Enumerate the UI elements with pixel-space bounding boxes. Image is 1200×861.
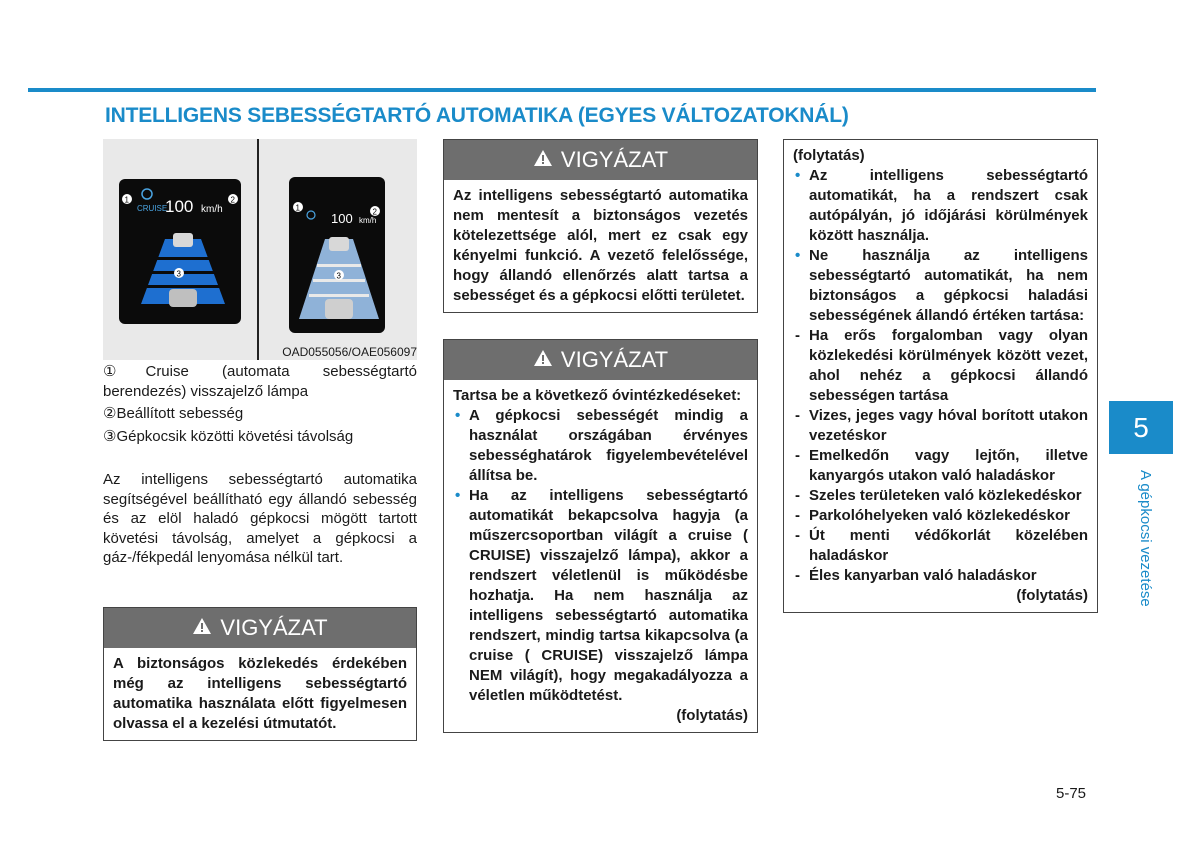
figure-divider: [257, 139, 259, 360]
legend-text: Cruise (automata sebességtartó berendezés) visszajelző lámpa: [103, 363, 417, 400]
right-speed-unit: km/h: [359, 216, 377, 225]
legend-marker: ③: [103, 428, 117, 445]
condition-item: - Ha erős forgalomban vagy olyan közlekedési körülmények között vezet, ahol nehéz a gépkocsi állandó sebességen tartása: [793, 326, 1088, 406]
condition-item: - Szeles területeken való közlekedéskor: [793, 486, 1088, 506]
right-speed-value: 100: [331, 211, 353, 226]
warning-label: VIGYÁZAT: [220, 615, 328, 640]
condition-item: - Emelkedőn vagy lejtőn, illetve kanyargós utakon való haladáskor: [793, 446, 1088, 486]
svg-text:1: 1: [295, 203, 300, 213]
chapter-tab: 5: [1109, 401, 1173, 454]
continued-label: (folytatás): [676, 707, 748, 724]
svg-text:CRUISE: CRUISE: [137, 204, 168, 213]
warning-triangle-icon: [192, 615, 212, 641]
legend-marker: ②: [103, 405, 117, 422]
warning-triangle-icon: [533, 147, 553, 173]
left-speed-value: 100: [165, 197, 194, 216]
svg-text:1: 1: [124, 195, 129, 205]
left-speed-unit: km/h: [201, 204, 223, 215]
intro-paragraph: Az intelligens sebességtartó automatika segítségével beállítható egy állandó sebesség és az elöl haladó gépkocsi mögött tartott követési távolság, amelyet a gépkocsi a gáz-/fékpedál lenyomása nélkül tart.: [103, 471, 417, 566]
warning-header: [104, 608, 416, 648]
condition-list: [793, 326, 1088, 586]
continued-head: (folytatás): [793, 147, 865, 164]
warning-bullets: [453, 406, 748, 706]
legend-marker: ①: [103, 363, 146, 380]
top-rule: [28, 88, 1096, 92]
warning-label: VIGYÁZAT: [560, 147, 669, 172]
warning-bullet: • A gépkocsi sebességét mindig a használat országában érvényes sebességhatárok figyelembevételével állítsa be.: [453, 406, 748, 486]
legend-text: Beállított sebesség: [116, 405, 244, 422]
warning-box-3: [443, 339, 758, 733]
own-car-right: [325, 299, 353, 319]
condition-item: - Parkolóhelyeken való közlekedéskor: [793, 506, 1088, 526]
warning-triangle-icon: [533, 347, 553, 373]
legend-item-3: [103, 427, 417, 447]
svg-text:2: 2: [230, 195, 235, 205]
legend-item-2: [103, 404, 417, 424]
page-number: 5-75: [1056, 785, 1087, 802]
own-car-left: [169, 289, 197, 307]
condition-item: - Út menti védőkorlát közelében haladáskor: [793, 526, 1088, 566]
warning-bullet: • Az intelligens sebességtartó automatikát, ha a rendszert csak autópályán, jó időjárási körülmények között használja.: [793, 166, 1088, 246]
lead-car-right: [329, 237, 349, 251]
continued-label: (folytatás): [1016, 587, 1088, 604]
warning-bullet: • Ne használja az intelligens sebességtartó automatikát, ha nem biztonságos a gépkocsi haladási sebességének állandó értéken tartása:: [793, 246, 1088, 326]
svg-text:3: 3: [176, 269, 181, 279]
warning-box-1: [103, 607, 417, 741]
condition-item: - Vizes, jeges vagy hóval borított utakon vezetéskor: [793, 406, 1088, 446]
svg-text:2: 2: [372, 207, 377, 217]
warning-body: [784, 140, 1097, 612]
warning-intro: Tartsa be a következő óvintézkedéseket:: [453, 387, 742, 404]
warning-body: [444, 380, 757, 732]
condition-item: - Éles kanyarban való haladáskor: [793, 566, 1088, 586]
warning-bullet: • Ha az intelligens sebességtartó automatikát bekapcsolva hagyja (a műszercsoportban világít a cruise ( CRUISE) visszajelző lámpa), akkor a rendszert véletlenül is működésbe hozhatja. Ha nem használja az intelligens sebességtartó automatika rendszert, mindig tartsa kikapcsolva (a cruise ( CRUISE) visszajelző lámpa NEM világít), hogy megakadályozza a véletlen működtetést.: [453, 486, 748, 706]
legend-text: Gépkocsik közötti követési távolság: [116, 428, 354, 445]
cluster-figure: [103, 139, 417, 360]
svg-text:3: 3: [336, 271, 341, 281]
warning-box-4: [783, 139, 1098, 613]
legend-item-1: [103, 362, 417, 402]
warning-header: [444, 340, 757, 380]
chapter-label: A gépkocsi vezetése: [1137, 470, 1154, 607]
warning-label: VIGYÁZAT: [560, 347, 669, 372]
warning-text: A biztonságos közlekedés érdekében még az intelligens sebességtartó automatika használata előtt figyelmesen olvassa el a kezelési útmutatót.: [113, 655, 407, 732]
figure-caption: OAD055056/OAE056097: [282, 345, 417, 359]
warning-text: Az intelligens sebességtartó automatika nem mentesít a biztonságos vezetés kötelezettsége alól, mert ez csak egy kényelmi funkció. A vezető felelőssége, hogy állandó ellenőrzés alatt tartsa a sebességet és a gépkocsi előtti területet.: [453, 187, 748, 304]
cluster-illustration: [103, 139, 417, 360]
warning-bullets: [793, 166, 1088, 326]
lead-car-left: [173, 233, 193, 247]
page-title: INTELLIGENS SEBESSÉGTARTÓ AUTOMATIKA (EGYES VÁLTOZATOKNÁL): [105, 104, 849, 127]
warning-header: [444, 140, 757, 180]
warning-box-2: [443, 139, 758, 313]
